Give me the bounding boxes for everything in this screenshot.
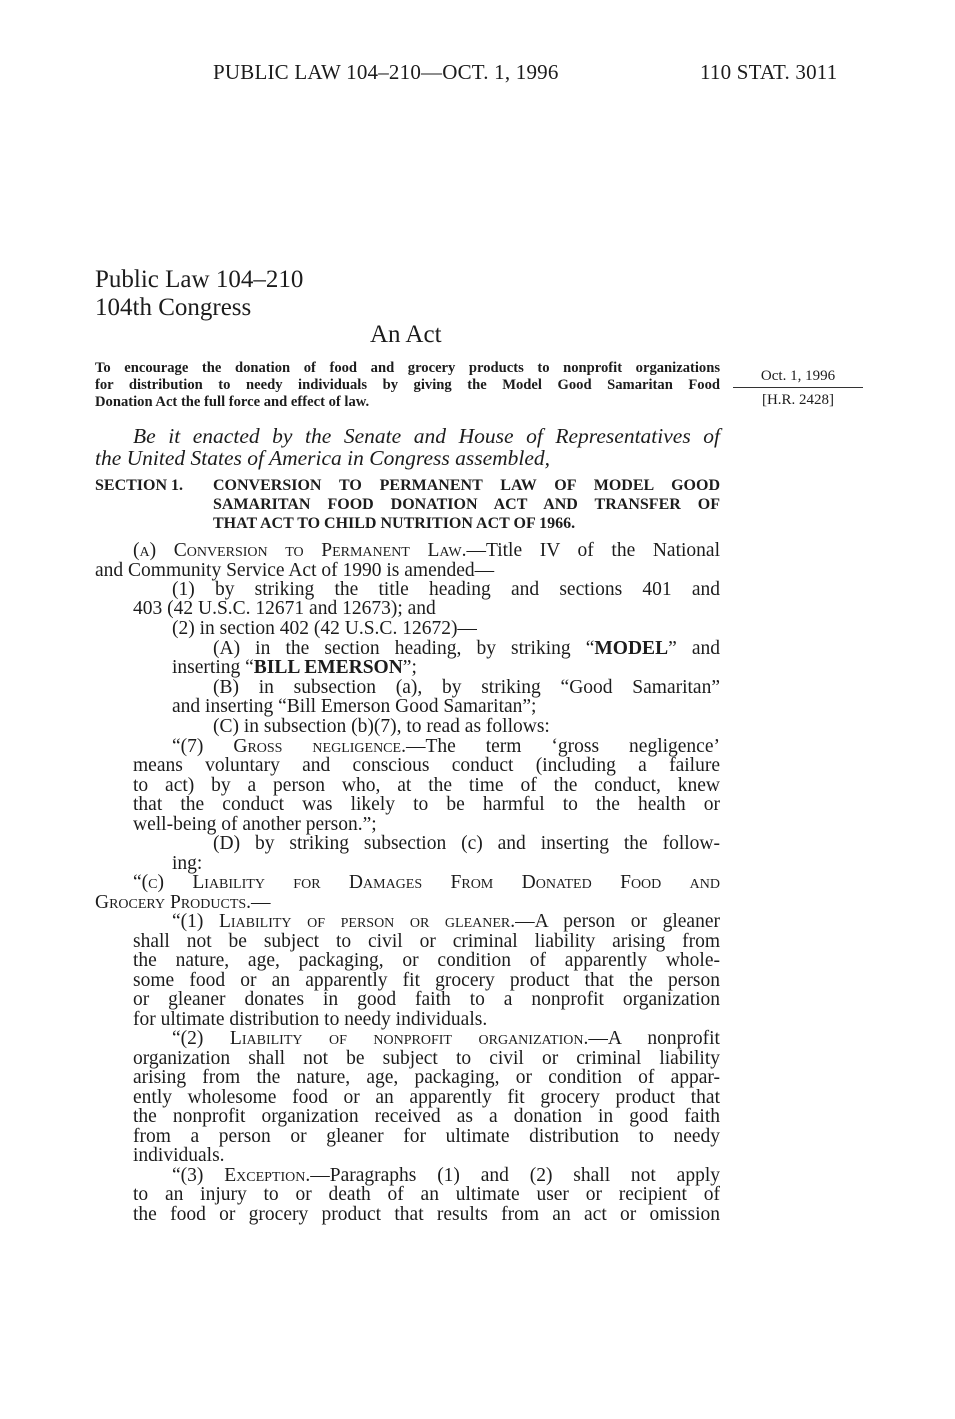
body-line: (D) by striking subsection (c) and inserting the follow- [213, 833, 720, 854]
body-line: (C) in subsection (b)(7), to read as follows: [213, 716, 550, 737]
body-line: and inserting “Bill Emerson Good Samaritan”; [172, 696, 537, 717]
body-line: from a person or gleaner for ultimate distribution to needy [133, 1126, 720, 1147]
body-line: (A) in the section heading, by striking “MODEL” and [213, 638, 720, 659]
body-line: individuals. [133, 1145, 225, 1166]
body-line: shall not be subject to civil or criminal liability arising from [133, 931, 720, 952]
body-line: to an injury to or death of an ultimate user or recipient of [133, 1184, 720, 1205]
body-line: well-being of another person.”; [133, 814, 377, 835]
enacting-clause-line: Be it enacted by the Senate and House of Representatives of [133, 424, 720, 448]
body-line: to act) by a person who, at the time of the conduct, knew [133, 775, 720, 796]
body-line: ently wholesome food or an apparently fit grocery product that [133, 1087, 720, 1108]
margin-note-rule [733, 387, 863, 388]
body-line: or gleaner donates in good faith to a nonprofit organization [133, 989, 720, 1010]
section-heading-line: SAMARITAN FOOD DONATION ACT AND TRANSFER OF [213, 496, 720, 513]
body-line: 403 (42 U.S.C. 12671 and 12673); and [133, 598, 436, 619]
subsection-c-heading: Grocery Products.— [95, 892, 271, 913]
paragraph-3-heading: “(3) Exception.—Paragraphs (1) and (2) shall not apply [172, 1165, 720, 1186]
act-heading: An Act [370, 321, 442, 348]
body-line: (1) by striking the title heading and sections 401 and [172, 579, 720, 600]
body-line: ing: [172, 853, 203, 874]
body-line: and Community Service Act of 1990 is amended— [95, 560, 495, 581]
section-label: SECTION 1. [95, 477, 184, 494]
body-line: inserting “BILL EMERSON”; [172, 657, 417, 678]
section-heading-line: CONVERSION TO PERMANENT LAW OF MODEL GOOD [213, 477, 720, 494]
body-line: for ultimate distribution to needy individuals. [133, 1009, 488, 1030]
purpose-line: for distribution to needy individuals by giving the Model Good Samaritan Food [95, 377, 720, 393]
running-head-stat-page: 110 STAT. 3011 [700, 60, 838, 84]
enacting-clause-line: the United States of America in Congress assembled, [95, 446, 551, 470]
paragraph-1-heading: “(1) Liability of person or gleaner.—A person or gleaner [172, 911, 720, 932]
subsection-a-heading: (a) Conversion to Permanent Law.—Title IV of the National [133, 540, 720, 561]
section-heading-line: THAT ACT TO CHILD NUTRITION ACT OF 1966. [213, 515, 576, 532]
body-line: the nonprofit organization received as a donation in good faith [133, 1106, 720, 1127]
body-line: organization shall not be subject to civil or criminal liability [133, 1048, 720, 1069]
margin-bill-number: [H.R. 2428] [761, 392, 835, 408]
body-line: some food or an apparently fit grocery product that the person [133, 970, 720, 991]
body-line: the nature, age, packaging, or condition of apparently whole- [133, 950, 720, 971]
body-line: that the conduct was likely to be harmful to the health or [133, 794, 720, 815]
purpose-line: To encourage the donation of food and grocery products to nonprofit organizations [95, 360, 720, 376]
body-line: (2) in section 402 (42 U.S.C. 12672)— [172, 618, 477, 639]
body-line: (B) in subsection (a), by striking “Good Samaritan” [213, 677, 720, 698]
subsection-c-heading: “(c) Liability for Damages From Donated Food and [133, 872, 720, 893]
law-number: Public Law 104–210 [95, 266, 304, 293]
margin-date: Oct. 1, 1996 [760, 368, 836, 384]
congress-number: 104th Congress [95, 294, 252, 321]
body-line: the food or grocery product that results from an act or omission [133, 1204, 720, 1225]
body-line: means voluntary and conscious conduct (including a failure [133, 755, 720, 776]
body-line: arising from the nature, age, packaging, or condition of appar- [133, 1067, 720, 1088]
paragraph-7-heading: “(7) Gross negligence.—The term ‘gross negligence’ [172, 736, 720, 757]
paragraph-2-heading: “(2) Liability of nonprofit organization.—A nonprofit [172, 1028, 720, 1049]
purpose-line: Donation Act the full force and effect of law. [95, 394, 370, 410]
running-head-citation: PUBLIC LAW 104–210—OCT. 1, 1996 [213, 60, 559, 84]
